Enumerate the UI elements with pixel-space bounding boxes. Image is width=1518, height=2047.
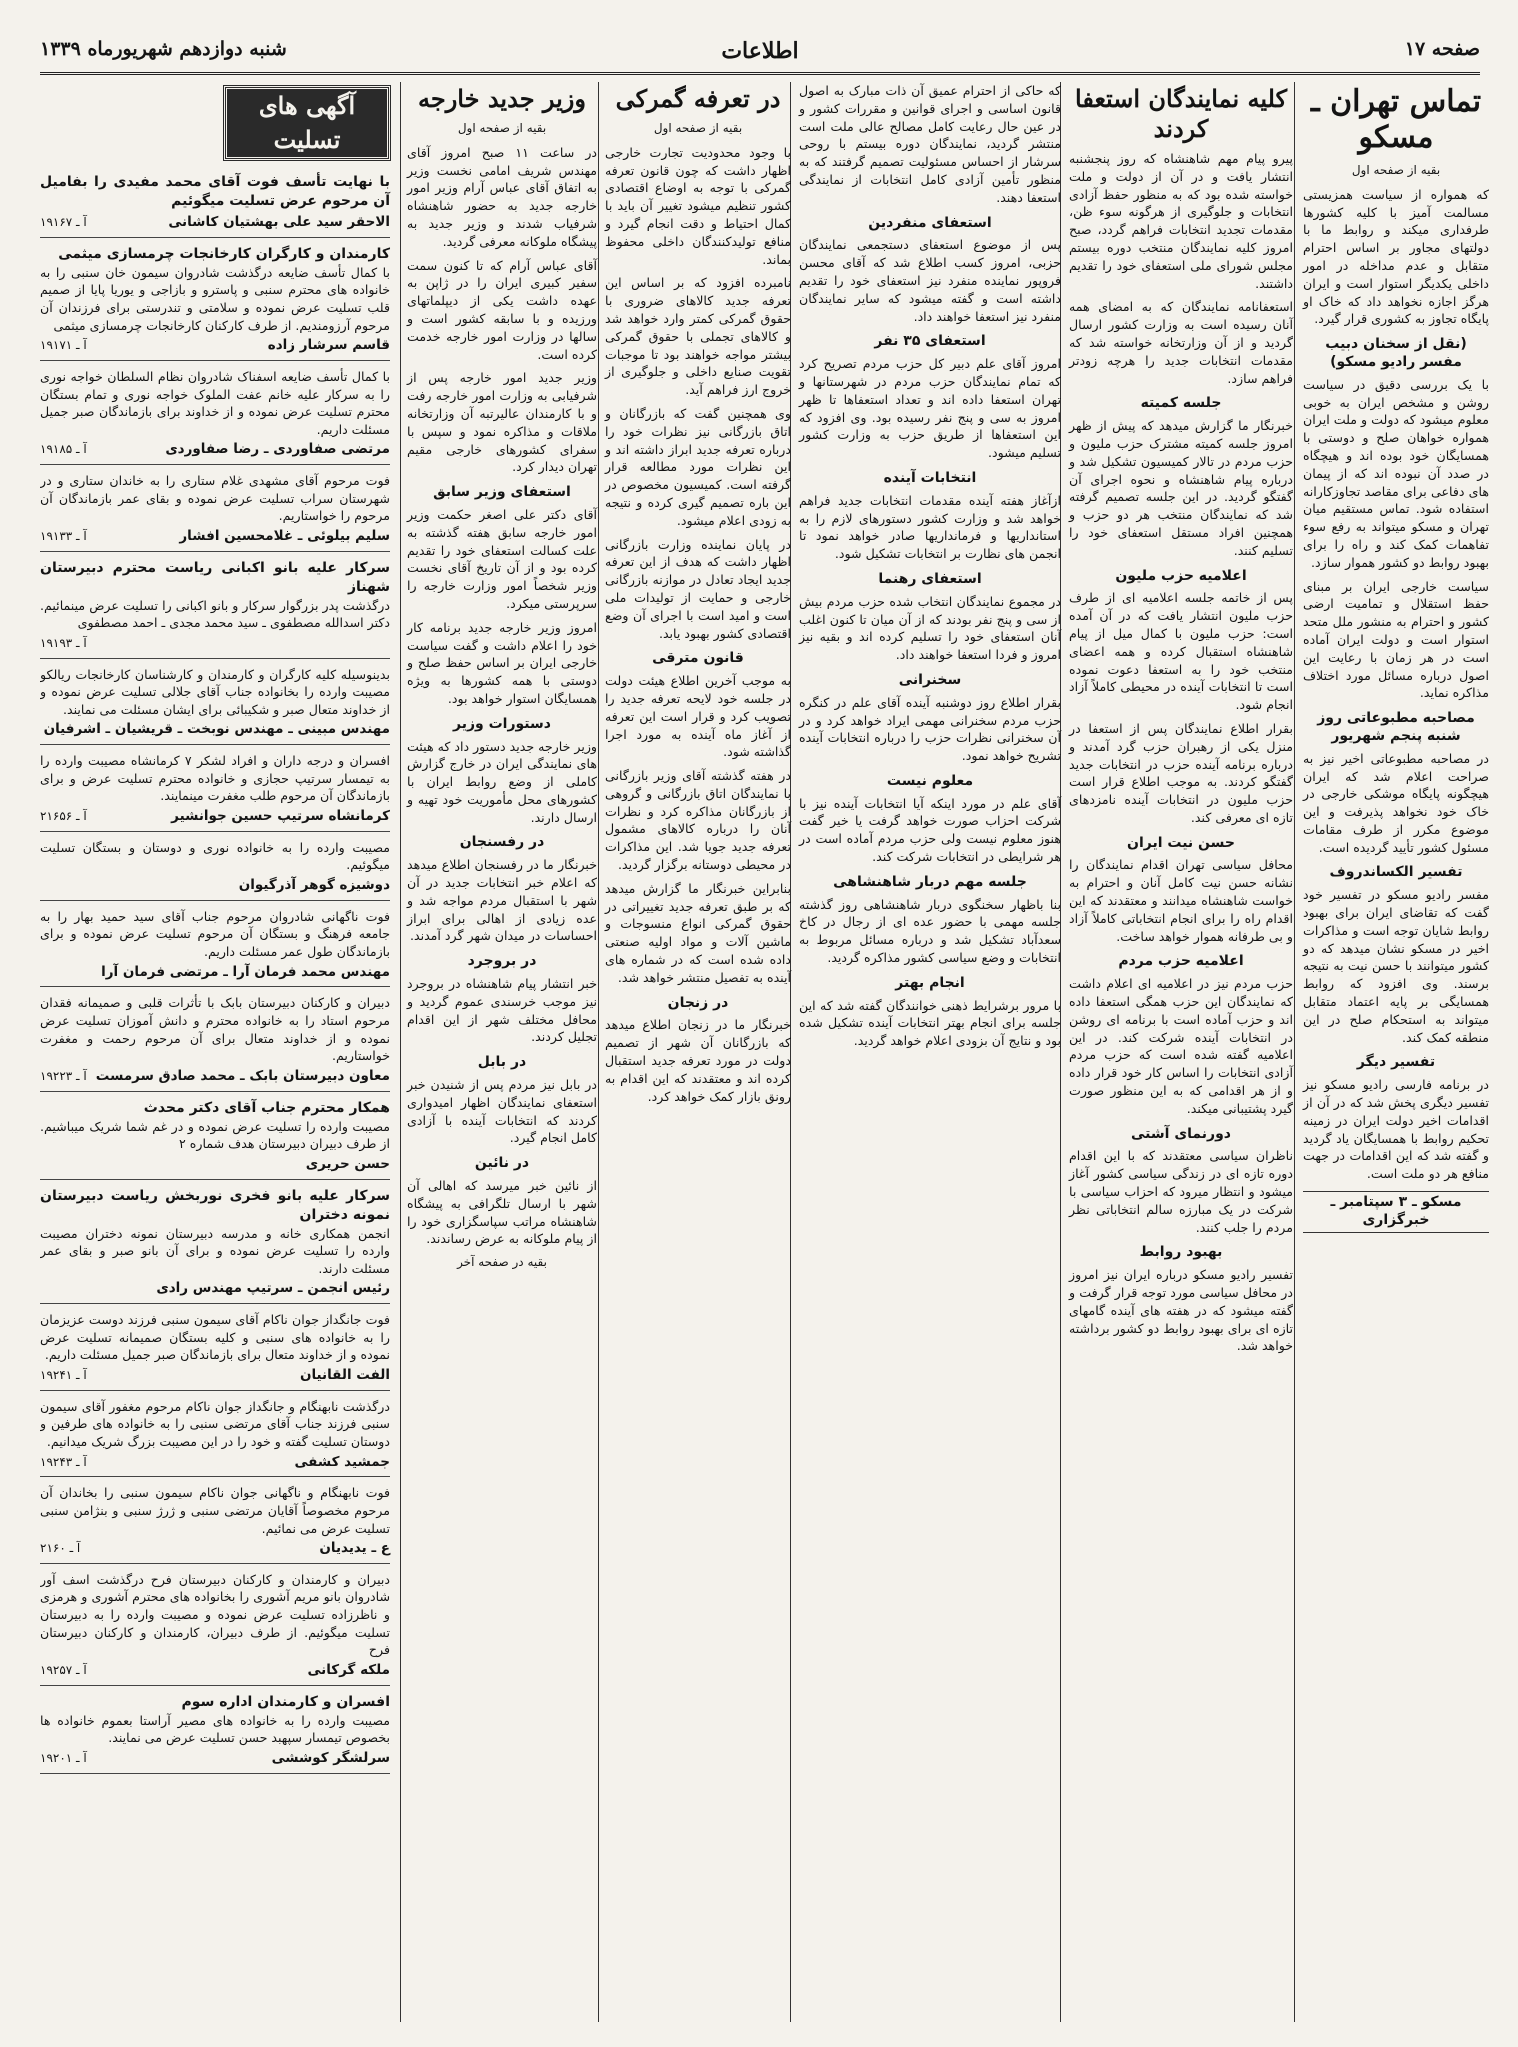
notice-body: درگذشت نابهنگام و جانگداز جوان ناکام مرحوم مغفور آقای سیمون سنبی فرزند جناب آقای مرتضی سنبی را به خانواده های طرفین و دوستان تسلیت گفته و خود را در این مصیبت بزرگ شریک میدانیم. [40,1398,390,1449]
article-paragraph: پس از موضوع استعفای دستجمعی نمایندگان حزبی، امروز کسب اطلاع شد که آقای محسن فروپور نماینده منفرد نیز استعفای خود را تقدیم داشته است و گفته میشود که سایر نمایندگان منفرد نیز استعفا خواهند داد. [799,237,1061,324]
condolence-notice [40,469,390,552]
condolence-notice [40,556,390,659]
condolence-notice [40,170,390,238]
notice-signature-row [40,1367,390,1385]
article-subhead: در رفسنجان [459,834,545,851]
article-subhead: استعفای وزیر سابق [433,484,571,501]
article-paragraph: خبرنگار ما در زنجان اطلاع میدهد که بازرگانان آن شهر از تصمیم دولت در مورد تعرفه جدید استقبال کرده اند و معتقدند که این اقدام به رونق بازار کمک خواهد کرد. [605,1017,791,1104]
notice-body: افسران و درجه داران و افراد لشکر ۷ کرمانشاه مصیبت وارده را به تیمسار سرتیپ حجازی و خانواده محترم تسلیت عرض و برای بازماندگان آن مرحوم طلب مغفرت مینمایند. [40,753,390,804]
notice-signature: دوشیزه گوهر آذرگیوان [238,877,390,894]
article-paragraph: خبرنگار ما در رفسنجان اطلاع میدهد که اعلام خبر انتخابات جدید در آن شهر با استقبال مردم مواجه شد و عده زیادی از اهالی برای ابراز احساسات در میدان شهر گرد آمدند. [407,857,597,944]
condolence-banner: آگهی های تسلیت [224,86,390,160]
condolence-list [40,170,390,1774]
article-paragraph: که حاکی از احترام عمیق آن ذات مبارک به اصول قانون اساسی و اجرای قوانین و مقررات کشور و در عین حال رعایت کامل مصالح عالی ملت است منتشر گردید، نمایندگان دوره بیستم با روحی سرشار از احساس مسئولیت تصمیم گرفتند که به منظور تأمین آزادی کامل انتخابات از نمایندگی استعفا دهند. [799,83,1061,205]
notice-signature-row [40,1454,390,1472]
notice-signature-row [40,721,390,739]
article-paragraph: امروز وزیر خارجه جدید برنامه کار خود را اعلام داشت و گفت سیاست خارجی ایران بر اساس حفظ صلح و دوستی با همه کشورها به ویژه همسایگان استوار خواهد بود. [407,619,597,706]
notice-signature: سرلشگر کوششی [271,1749,390,1766]
article-paragraph: پیرو پیام مهم شاهنشاه که روز پنجشنبه انتشار یافت و در آن از دولت و ملت خواسته شده بود که به منظور حفظ آزادی انتخابات و جلوگیری از هرگونه سوء ظن، مقدمات تجدید انتخابات فراهم گردد، صبح امروز کلیه نمایندگان منتخب دوره بیستم مجلس شورای ملی استعفای خود را تقدیم داشتند. [1069,151,1293,291]
notice-signature-row [40,1540,390,1558]
notice-signature: قاسم سرشار زاده [267,337,390,354]
condolence-notice [40,1690,390,1774]
article-paragraph: وزیر خارجه جدید دستور داد که هیئت های نمایندگی ایران در خارج گزارش کاملی از وضع روابط ایران با کشورهای محل مأموریت خود تهیه و ارسال دارند. [406,738,597,825]
notice-title: سرکار علیه بانو اکبانی ریاست محترم دبیرستان شهناز [40,559,390,595]
condolence-notice [40,749,390,832]
article-paragraph: در مصاحبه مطبوعاتی اخیر نیز به صراحت اعلام شد که ایران هیچگونه پایگاه موشکی خارجی در خاک خود نخواهد پذیرفت و این موضوع مکرر از طرف مقامات مسئول کشور تأیید گردیده است. [1303,750,1489,855]
article-paragraph: در برنامه فارسی رادیو مسکو نیز تفسیر دیگری پخش شد که در آن از اقدامات اخیر دولت ایران در زمینه تحکیم روابط با همسایگان یاد گردید و گفته شد که این اقدامات در جهت منافع هر دو ملت است. [1303,1077,1489,1182]
article-subhead: استعفای ۳۵ نفر [874,333,986,350]
notice-signature-row [40,528,390,546]
article-paragraph: در ساعت ۱۱ صبح امروز آقای مهندس شریف امامی نخست وزیر به اتفاق آقای عباس آرام وزیر امور خارجه جدید به حضور شاهنشاه شرفیاب شدند و وزیر جدید به پیشگاه ملوکانه معرفی گردید. [407,144,598,249]
article-paragraph: وی همچنین گفت که بازرگانان و اتاق بازرگانی نیز نظرات خود را درباره تعرفه جدید ابراز داشته اند و این نظرات مورد مطالعه قرار گرفته است. کمیسیون مخصوص در این باره تصمیم گیری کرده و نتیجه به زودی اعلام میشود. [605,405,791,528]
article-paragraph: به موجب آخرین اطلاع هیئت دولت در جلسه خود لایحه تعرفه جدید را تصویب کرد و قرار است این تعرفه از آغاز ماه آینده به مورد اجرا گذاشته شود. [605,673,791,760]
notice-signature-row [40,214,390,232]
headline-foreign-minister: وزیر جدید خارجه [418,84,586,113]
article-paragraph: خبر انتشار پیام شاهنشاه در بروجرد نیز موجب خرسندی عموم گردید و محافل مختلف شهر از این اقدام تجلیل کردند. [407,976,597,1045]
article-paragraph: امروز آقای علم دبیر کل حزب مردم تصریح کرد که تمام نمایندگان حزب مردم در شهرستانها و تهران استعفا داده اند و تعداد استعفاها تا ظهر امروز به سی و پنج نفر رسیده بود. وی افزود که این استعفاها از طریق حزب به وزارت کشور تسلیم میشود. [799,356,1061,461]
article-subhead: مصاحبه مطبوعاتی روز شنبه پنجم شهریور [1317,710,1475,744]
article-subhead: سخنرانی [898,671,962,688]
notice-signature-row [40,635,390,653]
article-paragraph: در هفته گذشته آقای وزیر بازرگانی با نمایندگان اتاق بازرگانی و گروهی از بازرگانان مذاکره کرد و نظرات آنان را درباره کالاهای مشمول تعرفه جدید جویا شد. این مذاکرات در محیطی دوستانه برگزار گردید. [605,768,791,873]
notice-title: افسران و کارمندان اداره سوم [181,1693,390,1710]
article-paragraph: که همواره از سیاست همزیستی مسالمت آمیز با کلیه کشورها طرفداری میکند و روابط ما با دولتهای مجاور بر اساس احترام متقابل و عدم مداخله در امور داخلی یکدیگر استوار است و ایران هرگز اجازه نخواهد داد که خاک او پایگاه تجاوز به کشوری قرار گیرد. [1303,186,1489,327]
headline-tehran-moscow: تماس تهران ـ مسکو [1310,84,1482,155]
article-paragraph: پس از خاتمه جلسه اعلامیه ای از طرف حزب ملیون انتشار یافت که در آن آمده است: حزب ملیون با کمال میل از پیام شاهنشاه استقبال کرده و همه اعضای منتخب خود را به استعفا دعوت نموده است تا انتخابات آینده در محیطی کاملاً آزاد انجام شود. [1069,590,1293,713]
article-paragraph: حزب مردم نیز در اعلامیه ای اعلام داشت که نمایندگان این حزب همگی استعفا داده اند و حزب آماده است با برنامه ای روشن در انتخابات آینده شرکت کند. در این اعلامیه گفته شده است که حزب مردم آزادی انتخابات را اساس کار خود قرار داده و از هر اقدامی که به این منظور صورت گیرد پشتیبانی میکند. [1069,976,1293,1116]
article-subhead: در نائین [474,1155,530,1172]
article-paragraph: در پایان نماینده وزارت بازرگانی اظهار داشت که هدف از این تعرفه جدید ایجاد تعادل در موازنه بازرگانی خارجی و حمایت از تولیدات ملی است و امید است با اجرای آن وضع اقتصادی کشور بهبود یابد. [605,536,791,641]
article-paragraph: از نائین خبر میرسد که اهالی آن شهر با ارسال تلگرافی به پیشگاه شاهنشاه مراتب سپاسگزاری خود را از پیام ملوکانه به عرض رساندند. [407,1178,597,1247]
condolence-notice [40,1395,390,1478]
notice-title: کارمندان و کارگران کارخانجات چرمسازی میثمی [58,245,390,262]
article-paragraph: نامبرده افزود که بر اساس این تعرفه جدید کالاهای ضروری با حقوق گمرکی کمتر وارد خواهد شد و کالاهای تجملی با حقوق گمرکی بیشتر مواجه خواهند بود تا موجبات تقویت صنایع داخلی و جلوگیری از خروج ارز فراهم آید. [605,275,791,398]
article-paragraph: محافل سیاسی تهران اقدام نمایندگان را نشانه حسن نیت کامل آنان و احترام به خواست شاهنشاه میدانند و معتقدند که این اقدام راه را برای انجام انتخاباتی کاملاً آزاد و بی طرفانه هموار خواهد ساخت. [1069,857,1293,944]
article-paragraph: ازآغاز هفته آینده مقدمات انتخابات جدید فراهم خواهد شد و وزارت کشور دستورهای لازم را به استانداریها و فرمانداریها صادر خواهد نمود تا انجمن های نظارت بر انتخابات تشکیل شود. [799,492,1061,562]
notice-signature-row [40,337,390,355]
article-paragraph: استعفانامه نمایندگان که به امضای همه آنان رسیده است به وزارت کشور ارسال گردید و از آن وزارتخانه خواسته شد که مقدمات انتخابات جدید را هرچه زودتر فراهم سازد. [1069,299,1293,386]
article-paragraph: آقای دکتر علی اصغر حکمت وزیر امور خارجه سابق هفته گذشته به علت کسالت استعفای خود را تقدیم کرده بود و از آن تاریخ آقای نخست وزیر شخصاً امور وزارت خارجه را سرپرستی میکرد. [407,506,597,611]
notice-body: با کمال تأسف ضایعه اسفناک شادروان نظام السلطان خواجه نوری را به سرکار علیه خانم عفت الملوک خواجه نوری و تمام بستگان محترم تسلیت عرض نموده و از خداوند برای بازماندگان صبر جمیل مسئلت داریم. [40,368,390,437]
notice-body: مصیبت وارده را به خانواده های مصیر آراستا بعموم خانواده ها بخصوص تیمسار سپهبد حسن تسلیت عرض می نمایند. [40,1712,390,1746]
notice-signature: مهندس مبینی ـ مهندس نوبخت ـ قریشیان ـ اشرفیان [43,721,390,738]
notice-signature: ع ـ یدیدیان [319,1540,390,1557]
article-paragraph: مفسر رادیو مسکو در تفسیر خود گفت که تقاضای ایران برای بهبود روابط شایان توجه است و مذاکرات اخیر در مسکو نشان میدهد که دو کشور میتوانند با حسن نیت به نتیجه برسند. وی افزود که روابط همسایگی بر پایه اعتماد متقابل میتواند به استحکام صلح در این منطقه کمک کند. [1303,887,1489,1045]
article-paragraph: در بابل نیز مردم پس از شنیدن خبر استعفای نمایندگان اظهار امیدواری کردند که انتخابات آینده با آزادی کامل انجام گیرد. [407,1077,597,1146]
notice-signature-row [40,441,390,459]
condolence-notice [40,1308,390,1391]
column-resignation [1060,82,1301,2022]
article-subhead: دستورات وزیر [453,715,551,732]
notice-signature-row [40,1068,390,1086]
article-subhead: انجام بهتر [895,974,965,991]
page-number: صفحه ۱۷ [1404,38,1480,60]
article-subhead: معلوم نیست [886,772,974,789]
notice-signature: جمشید کشفی [294,1453,390,1470]
condolence-notice [40,1184,390,1305]
notice-ad-code: آ ـ ۱۹۱۷۱ [40,338,87,353]
article-paragraph: بنابراین خبرنگار ما گزارش میدهد که بر طبق تعرفه جدید تغییراتی در حقوق گمرکی انواع منسوجات و ماشین آلات و مواد اولیه صنعتی داده شده است که در شماره های آینده به تفصیل منتشر خواهد شد. [605,880,791,985]
column-resignation-cont [790,82,1069,2022]
condolence-notice [40,663,390,746]
notice-title: سرکار علیه بانو فخری نوربخش ریاست دبیرستان نمونه دختران [40,1187,390,1223]
article-subhead: حسن نیت ایران [1127,834,1235,851]
continued-label: بقیه از صفحه اول [1351,163,1441,177]
article-paragraph: خبرنگار ما گزارش میدهد که پیش از ظهر امروز جلسه کمیته مشترک حزب ملیون و حزب مردم در تالار کمیسیون تشکیل شد و درباره پیام شاهنشاه و نحوه اجرای آن گفتگو گردید. در این جلسه تصمیم گرفته شد که نمایندگان منتخب هر دو حزب و همچنین افراد مستقل استعفای خود را تسلیم کنند. [1069,418,1293,558]
notice-ad-code: آ ـ ۱۹۲۵۷ [40,1662,87,1677]
notice-signature: ملکه گرکانی [307,1661,390,1678]
notice-ad-code: آ ـ ۱۹۲۲۳ [40,1068,87,1083]
notice-body: فوت ناگهانی شادروان مرحوم جناب آقای سید حمید بهار را به جامعه فرهنگ و بستگان آن مرحوم تسلیت عرض نموده و برای بازماندگان طول عمر مسئلت داریم. [40,908,390,960]
condolence-notice [40,905,390,988]
condolence-notice [40,991,390,1091]
article-subhead: قانون مترقی [652,650,744,667]
headline-customs-tariff: در تعرفه گمرکی [615,84,781,113]
continued-label: بقیه در صفحه آخر [457,1255,547,1270]
article-subhead: در زنجان [667,994,729,1011]
article-subhead: اعلامیه حزب ملیون [1115,567,1247,584]
masthead [40,38,1480,75]
notice-body: فوت جانگداز جوان ناکام آقای سیمون سنبی فرزند دوست عزیزمان را به خانواده های سنبی و کلیه بستگان صمیمانه تسلیت عرض نموده و از خداوند متعال برای بازماندگان صبر جمیل مسئلت داریم. [40,1312,390,1363]
column-tehran-moscow [1294,82,1489,2022]
notice-ad-code: آ ـ ۲۱۶۵۶ [40,809,87,824]
notice-body: درگذشت پدر بزرگوار سرکار و بانو اکبانی را تسلیت عرض مینمائیم. دکتر اسدالله مصطفوی ـ سید محمد مجدی ـ احمد مصطفوی [40,597,390,631]
notice-body: با کمال تأسف ضایعه درگذشت شادروان سیمون خان سنبی را به خانواده های محترم سنبی و پاسترو و بازاجی و یوریا پایا از صمیم قلب تسلیت عرض نموده و سلامتی و تندرستی برای فرزندان آن مرحوم آرزومندیم. از طرف کارکنان کارخانجات چرمسازی میثمی [40,264,390,333]
column-foreign-minister [400,82,605,2022]
article-paragraph: سیاست خارجی ایران بر مبنای حفظ استقلال و تمامیت ارضی کشور و احترام به منشور ملل متحد استوار است و دولت ایران آماده است در هر زمان با رعایت این اصول درباره مسائل مورد اختلاف مذاکره نماید. [1303,578,1489,701]
notice-body: انجمن همکاری خانه و مدرسه دبیرستان نمونه دختران مصیبت وارده را تسلیت عرض نموده و برای آن بانو صبر و بقای عمر مسئلت دارند. [40,1225,390,1276]
notice-ad-code: آ ـ ۱۹۱۸۵ [40,442,87,457]
article-paragraph: بقرار اطلاع روز دوشنبه آینده آقای علم در کنگره حزب مردم سخنرانی مهمی ایراد خواهد کرد و در آن سخنرانی نظرات حزب را درباره انتخابات آینده تشریح خواهد نمود. [799,694,1061,764]
column-condolences [40,82,398,2022]
article-paragraph: با مرور برشرایط ذهنی خوانندگان گفته شد که این جلسه برای انجام بهتر انتخابات آینده تشکیل شده بود و نتایج آن بزودی اعلام خواهد گردید. [799,997,1061,1049]
notice-signature-row [40,1750,390,1768]
article-paragraph: بنا باظهار سخنگوی دربار شاهنشاهی روز گذشته جلسه مهمی با حضور عده ای از رجال در کاخ سعدآباد تشکیل شد و درباره مسائل مربوط به انتخابات و وضع سیاسی کشور مذاکره گردید. [799,896,1061,966]
continued-label: بقیه از صفحه اول [457,121,547,135]
article-subhead: اعلامیه حزب مردم [1118,953,1244,970]
notice-signature: مهندس محمد فرمان آرا ـ مرتضی فرمان آرا [101,963,390,980]
article-subhead: تفسیر الکساندروف [1329,864,1463,881]
headline-resignation: کلیه نمایندگان استعفا کردند [1075,84,1287,143]
notice-body: فوت نابهنگام و ناگهانی جوان ناکام سیمون سنبی را بخاندان آن مرحوم مخصوصاً آقایان مرتضی سنبی و ژرژ سنبی و بنژامن سنبی تسلیت عرض می نمائیم. [40,1485,390,1536]
notice-signature: سلیم بیلوئی ـ غلامحسین افشار [179,527,390,544]
column-customs-tariff [598,82,799,2022]
notice-ad-code: آ ـ ۱۹۱۹۳ [40,635,87,650]
notice-signature-row [40,964,390,982]
issue-date: شنبه دوازدهم شهریورماه ۱۳۳۹ [40,38,287,60]
article-paragraph: در مجموع نمایندگان انتخاب شده حزب مردم بیش از سی و پنج نفر بودند که از آن میان تا کنون اغلب آنان استعفای خود را تسلیم کرده اند و بقیه نیز امروز و فردا استعفا خواهند داد. [799,593,1061,663]
notice-signature-row [40,808,390,826]
condolence-notice [40,242,390,361]
notice-signature: معاون دبیرستان بابک ـ محمد صادق سرمست [95,1067,390,1084]
continued-label: بقیه از صفحه اول [653,121,743,135]
notice-signature-row [40,1156,390,1174]
notice-ad-code: آ ـ ۲۱۶۰ [40,1541,81,1556]
article-subhead: دورنمای آشتی [1131,1125,1231,1142]
article-paragraph: بقرار اطلاع نمایندگان پس از استعفا در منزل یکی از رهبران حزب گرد آمدند و درباره برنامه آینده حزب در انتخابات جدید گفتگو کردند. به موجب اطلاع قرار است حزب ملیون در انتخابات آینده نامزدهای تازه ای معرفی کند. [1069,720,1293,825]
notice-body: دبیران و کارکنان دبیرستان بابک با تأثرات قلبی و صمیمانه فقدان مرحوم استاد را به خانواده محترم و دانش آموزان تسلیت عرض نموده و از خداوند متعال برای آن مرحوم رحمت و مغفرت خواستاریم. [40,995,390,1064]
article-subhead: جلسه مهم دربار شاهنشاهی [833,873,1027,890]
notice-ad-code: آ ـ ۱۹۲۴۱ [40,1367,87,1382]
notice-signature-row [40,877,390,895]
condolence-notice [40,1096,390,1180]
condolence-notice [40,836,390,901]
article-subhead: (نقل از سخنان دبیب مفسر رادیو مسکو) [1325,336,1467,370]
article-paragraph: ناظران سیاسی معتقدند که با این اقدام دوره تازه ای در زندگی سیاسی کشور آغاز میشود و انتظار میرود که احزاب سیاسی با شرکت در یک مبارزه سالم انتخاباتی نظر مردم را جلب کنند. [1069,1148,1293,1235]
notice-body: فوت مرحوم آقای مشهدی غلام ستاری را به خاندان ستاری و در شهرستان سراب تسلیت عرض نموده و بقای عمر بازماندگان آن مرحوم را خواستاریم. [40,473,390,524]
article-paragraph: با وجود محدودیت تجارت خارجی اظهار داشت که چون قانون تعرفه گمرکی با توجه به اوضاع اقتصادی کشور تنظیم میشود تغییر آن باید با کمال احتیاط و دقت انجام گیرد و منافع تولیدکنندگان داخلی محفوظ بماند. [605,144,791,267]
notice-signature: کرمانشاه سرتیپ حسین جوانشیر [171,808,390,825]
article-subhead: جلسه کمیته [1140,395,1222,412]
notice-title: با نهایت تأسف فوت آقای محمد مفیدی را بفامیل آن مرحوم عرض تسلیت میگوئیم [40,174,390,209]
paper-name: اطلاعات [721,38,799,64]
article-paragraph: با یک بررسی دقیق در سیاست روشن و مشخص ایران به خوبی معلوم میشود که دولت و ملت ایران همواره خواهان صلح و دوستی با همسایگان خود بوده اند و هیچگاه در صدد آن نبوده اند که از پیمان های دفاعی برای مقاصد تجاوزکارانه استفاده شود. تماس مستقیم میان تهران و مسکو میتواند به رفع سوء تفاهمات کمک کند و راه را برای بهبود روابط دو کشور هموار سازد. [1303,376,1489,570]
notice-signature: حسن حریری [305,1155,390,1172]
notice-signature: الفت القانیان [299,1366,390,1383]
article-paragraph: تفسیر رادیو مسکو درباره ایران نیز امروز در محافل سیاسی مورد توجه قرار گرفت و گفته میشود که در هفته های آینده گامهای تازه ای برای بهبود روابط دو کشور برداشته خواهد شد. [1069,1267,1293,1354]
article-subhead: بهبود روابط [1139,1244,1223,1261]
notice-signature: الاحقر سید علی بهشتیان کاشانی [168,214,390,230]
article-subhead: انتخابات آینده [883,469,977,486]
notice-body: دبیران و کارمندان و کارکنان دبیرستان فرح درگذشت اسف آور شادروان بانو مریم آشوری را بخانواده های محترم آشوری و هرمزی و ناظرزاده تسلیت عرض نموده و مصیبت وارده را به دبیرستان تسلیت میگوئیم. از طرف دبیران، کارمندان و کارکنان دبیرستان فرح [40,1571,390,1658]
article-paragraph: وزیر جدید امور خارجه پس از شرفیابی به وزارت امور خارجه رفت و با کارمندان عالیرتبه آن وزارتخانه ملاقات و مذاکره نمود و سپس با سفرای کشورهای خارجی مقیم تهران دیدار کرد. [407,370,597,475]
article-subhead: استعفای منفردین [868,214,992,231]
condolence-notice [40,365,390,465]
notice-ad-code: آ ـ ۱۹۱۶۷ [40,215,87,229]
notice-body: مصیبت وارده را تسلیت عرض نموده و در غم شما شریک میباشیم. از طرف دبیران دبیرستان هدف شماره ۲ [40,1118,390,1152]
condolence-notice [40,1568,390,1686]
article-dateline: مسکو ـ ۳ سپتامبر ـ خبرگزاری [1303,1191,1489,1233]
notice-body: مصیبت وارده را به خانواده نوری و دوستان و بستگان تسلیت میگوئیم. [40,839,390,873]
article-subhead: تفسیر دیگر [1356,1054,1436,1071]
notice-signature-row [40,1662,390,1680]
notice-ad-code: آ ـ ۱۹۱۳۳ [40,528,87,543]
article-paragraph: آقای عباس آرام که تا کنون سمت سفیر کبیری ایران را در ژاپن به عهده داشت یکی از دیپلماتهای ورزیده و با سابقه کشور است و سالها در وزارت امور خارجه خدمت کرده است. [407,257,597,362]
notice-title: همکار محترم جناب آقای دکتر محدث [143,1099,390,1116]
condolence-notice [40,1481,390,1564]
article-paragraph: آقای علم در مورد اینکه آیا انتخابات آینده نیز با شرکت احزاب صورت خواهد گرفت یا خیر گفت هنوز معلوم نیست ولی حزب مردم آماده است در هر شرایطی در انتخابات شرکت کند. [799,795,1061,865]
notice-body: بدینوسیله کلیه کارگران و کارمندان و کارشناسان کارخانجات ریالکو مصیبت وارده را بخانواده جناب آقای جلالی تسلیت عرض نموده و از خداوند متعال صبر و شکیبائی برای ایشان مسئلت می نمایند. [40,666,390,717]
notice-ad-code: آ ـ ۱۹۲۴۳ [40,1454,87,1469]
article-subhead: استعفای رهنما [878,570,982,587]
notice-ad-code: آ ـ ۱۹۲۰۱ [40,1750,87,1765]
notice-signature: مرتضی صفاوردی ـ رضا صفاوردی [165,441,390,458]
article-subhead: در بابل [477,1054,527,1071]
notice-signature: رئیس انجمن ـ سرتیپ مهندس رادی [156,1280,390,1297]
notice-signature-row [40,1280,390,1298]
article-subhead: در بروجرد [467,953,537,970]
